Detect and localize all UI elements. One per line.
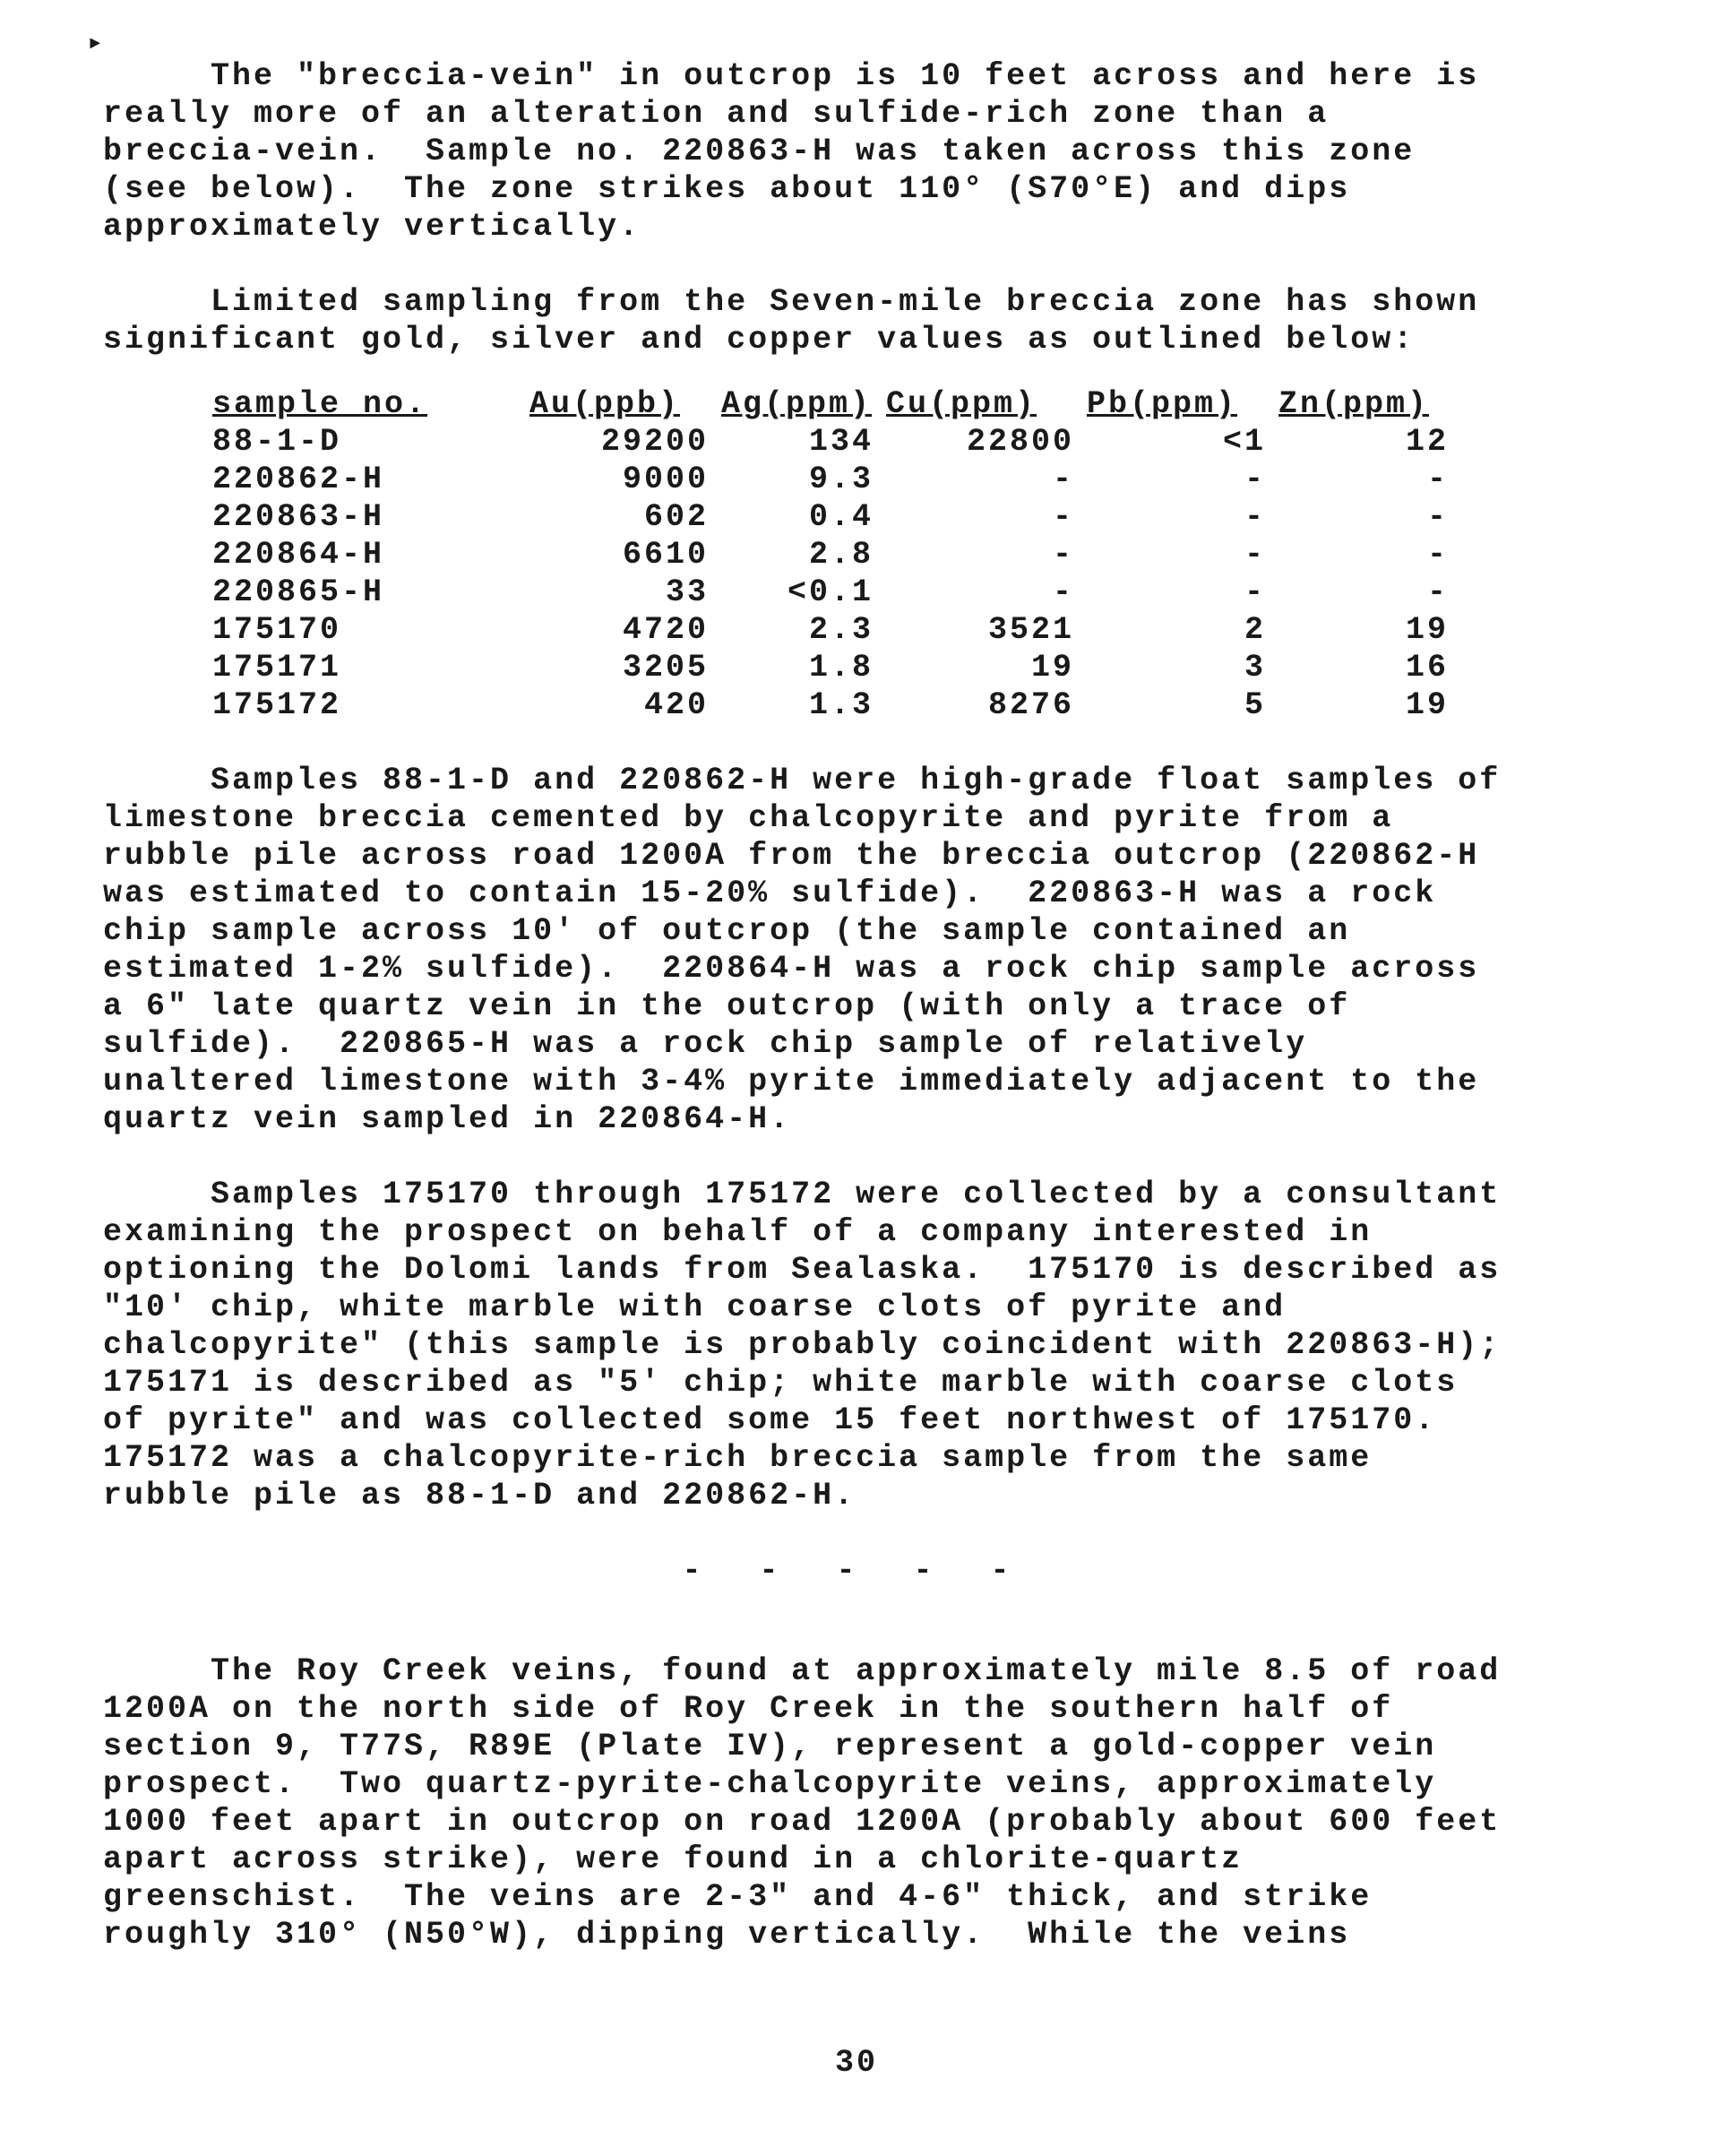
text-line: "10' chip, white marble with coarse clots of pyrite and [103,1289,1287,1325]
cell-au: 29200 [600,424,709,460]
header-au: Au(ppb) [529,386,681,422]
cell-zn: 16 [1405,650,1449,686]
header-ag: Ag(ppm) [721,386,873,422]
section-separator: - - - - - [682,1553,1029,1589]
cell-zn: 19 [1405,687,1449,723]
text-line: greenschist. The veins are 2-3" and 4-6" thick, and strike [103,1879,1373,1915]
cell-au: 602 [643,499,709,535]
text-line: The "breccia-vein" in outcrop is 10 feet across and here is [103,58,1480,94]
table-row [212,611,1461,649]
cell-ag: 1.3 [808,687,874,723]
cell-pb: - [1244,574,1266,610]
cell-au: 4720 [622,612,709,648]
cell-cu: 8276 [987,687,1074,723]
paragraph-breccia-vein [103,57,1608,246]
text-line: 175171 is described as "5' chip; white marble with coarse clots [103,1365,1459,1401]
cell-au: 9000 [622,461,709,497]
cell-cu: - [1052,537,1074,573]
bold-term-roy-creek-veins: Roy Creek veins [297,1653,620,1689]
text-line: chip sample across 10' of outcrop (the sample contained an [103,913,1351,949]
cell-pb: - [1244,499,1266,535]
text-line: Samples 88-1-D and 220862-H were high-grade float samples of [103,763,1502,798]
cell-pb: - [1244,461,1266,497]
text-line: examining the prospect on behalf of a company interested in [103,1214,1373,1250]
header-pb: Pb(ppm) [1087,386,1238,422]
header-zn: Zn(ppm) [1278,386,1430,422]
document-page [103,57,1608,1991]
cell-sample-no: 88-1-D [212,424,342,460]
header-cu: Cu(ppm) [886,386,1037,422]
cell-zn: - [1426,461,1449,497]
text-line [103,1652,1608,1690]
text-segment: The [103,1653,297,1689]
cell-ag: 9.3 [808,461,874,497]
paragraph-consultant-samples [103,1176,1608,1514]
text-line: prospect. Two quartz-pyrite-chalcopyrite veins, approximately [103,1766,1437,1802]
table-row [212,498,1461,536]
cell-sample-no: 220865-H [212,574,385,610]
cell-sample-no: 175171 [212,650,342,686]
text-line: Samples 175170 through 175172 were collected by a consultant [103,1177,1502,1212]
cell-au: 3205 [622,650,709,686]
text-line: unaltered limestone with 3-4% pyrite immediately adjacent to the [103,1064,1480,1100]
cell-sample-no: 175172 [212,687,342,723]
text-line: roughly 310° (N50°W), dipping vertically. While the veins [103,1917,1351,1953]
cell-sample-no: 220864-H [212,537,385,573]
text-line: 1200A on the north side of Roy Creek in the southern half of [103,1691,1394,1727]
text-line: 1000 feet apart in outcrop on road 1200A (probably about 600 feet [103,1804,1502,1840]
table-row [212,461,1461,498]
cell-cu: - [1052,499,1074,535]
text-line: significant gold, silver and copper values as outlined below: [103,322,1416,358]
cell-cu: 19 [1030,650,1074,686]
table-row [212,423,1461,461]
cell-au: 33 [665,574,709,610]
cell-cu: - [1052,574,1074,610]
table-row [212,536,1461,573]
cell-au: 420 [643,687,709,723]
cell-pb: - [1244,537,1266,573]
text-line: a 6" late quartz vein in the outcrop (with only a trace of [103,988,1351,1024]
cell-zn: - [1426,537,1449,573]
text-line: of pyrite" and was collected some 15 feet northwest of 175170. [103,1402,1437,1438]
cell-sample-no: 175170 [212,612,342,648]
cell-pb: 2 [1244,612,1266,648]
cell-ag: <0.1 [787,574,874,610]
cell-ag: 2.3 [808,612,874,648]
cell-sample-no: 220863-H [212,499,385,535]
text-line: really more of an alteration and sulfide-rich zone than a [103,96,1330,132]
text-line: breccia-vein. Sample no. 220863-H was taken across this zone [103,134,1416,169]
cell-ag: 0.4 [808,499,874,535]
cell-zn: - [1426,499,1449,535]
text-line: apart across strike), were found in a chlorite-quartz [103,1841,1244,1877]
header-sample-no: sample no. [212,386,428,422]
table-row [212,686,1461,724]
text-line: Limited sampling from the Seven-mile breccia zone has shown [103,284,1480,320]
text-line: 175172 was a chalcopyrite-rich breccia sample from the same [103,1440,1373,1476]
table-header-row [212,385,1461,423]
text-line: limestone breccia cemented by chalcopyrite and pyrite from a [103,800,1394,836]
cell-cu: 22800 [966,424,1074,460]
cell-zn: 19 [1405,612,1449,648]
cell-zn: - [1426,574,1449,610]
text-line: was estimated to contain 15-20% sulfide). 220863-H was a rock [103,875,1437,911]
text-line: rubble pile across road 1200A from the breccia outcrop (220862-H [103,838,1480,874]
text-line: section 9, T77S, R89E (Plate IV), represent a gold-copper vein [103,1729,1437,1764]
page-number: 30 [834,2045,878,2081]
cell-au: 6610 [622,537,709,573]
text-line: estimated 1-2% sulfide). 220864-H was a rock chip sample across [103,951,1480,987]
text-segment: , found at approximately mile 8.5 of road [619,1653,1502,1689]
cell-pb: 3 [1244,650,1266,686]
text-line: quartz vein sampled in 220864-H. [103,1101,792,1137]
text-line: optioning the Dolomi lands from Sealaska. 175170 is described as [103,1252,1502,1288]
table-row [212,649,1461,686]
paragraph-roy-creek-veins [103,1652,1608,1953]
cell-pb: <1 [1222,424,1266,460]
table-row [212,573,1461,611]
cell-cu: - [1052,461,1074,497]
cell-pb: 5 [1244,687,1266,723]
margin-mark: ► [90,34,101,55]
cell-sample-no: 220862-H [212,461,385,497]
paragraph-high-grade-samples [103,762,1608,1138]
text-line: (see below). The zone strikes about 110° (S70°E) and dips [103,171,1351,207]
text-line: approximately vertically. [103,209,641,245]
cell-cu: 3521 [987,612,1074,648]
cell-ag: 1.8 [808,650,874,686]
text-line: chalcopyrite" (this sample is probably coincident with 220863-H); [103,1327,1502,1363]
text-line: rubble pile as 88-1-D and 220862-H. [103,1478,856,1514]
text-line: sulfide). 220865-H was a rock chip sample of relatively [103,1026,1308,1062]
cell-ag: 2.8 [808,537,874,573]
cell-zn: 12 [1405,424,1449,460]
sample-results-table [212,385,1461,724]
paragraph-limited-sampling [103,283,1608,358]
cell-ag: 134 [808,424,874,460]
